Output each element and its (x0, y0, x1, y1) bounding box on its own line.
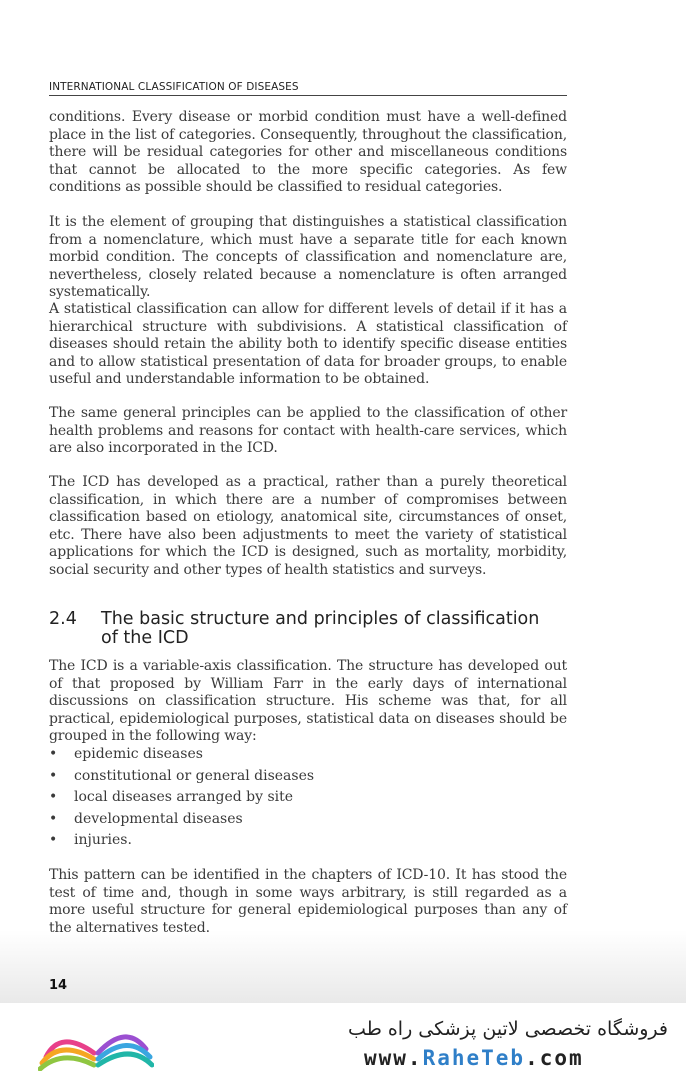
bullet-list (49, 744, 567, 852)
page-number: 14 (49, 978, 68, 993)
paragraph-5: The ICD has developed as a practical, rather than a purely theoretical classification, in which there are a number of compromises between classification based on etiology, anatomical site, circumstances of onset, etc. There have also been adjustments to meet the variety of statistical applications for which the ICD is designed, such as mortality, morbidity, social security and other types of health statistics and surveys. (49, 474, 567, 578)
section-title: The basic structure and principles of classification of the ICD (101, 609, 540, 648)
bullet-icon: • (49, 810, 58, 827)
section-number: 2.4 (49, 609, 77, 629)
bullet-icon: • (49, 767, 58, 784)
paragraph-3: A statistical classification can allow for different levels of detail if it has a hierarchical structure with subdivisions. A statistical classification of diseases should retain the ability both to identify specific disease entities and to allow statistical presentation of data for broader groups, to enable useful and understandable information to be obtained. (49, 301, 567, 388)
paragraph-1: conditions. Every disease or morbid condition must have a well-defined place in the list of categories. Consequently, throughout the classification, there will be residual categories for other and miscellaneous conditions that cannot be allocated to the more specific categories. As few conditions as possible should be classified to residual categories. (49, 109, 567, 196)
list-item-text: constitutional or general diseases (74, 767, 315, 784)
list-item (49, 830, 567, 852)
list-item-text: developmental diseases (74, 810, 243, 827)
url-suffix: .com (525, 1046, 584, 1070)
open-book-logo-icon (38, 1013, 154, 1071)
bullet-icon: • (49, 746, 58, 762)
paragraph-2: It is the element of grouping that distinguishes a statistical classification from a nomenclature, which must have a separate title for each known morbid condition. The concepts of classification and nomenclature are, nevertheless, closely related because a nomenclature is often arranged systematically. (49, 214, 567, 301)
list-item (49, 787, 567, 809)
list-item-text: epidemic diseases (74, 746, 203, 762)
list-item-text: local diseases arranged by site (74, 789, 294, 806)
section-intro: The ICD is a variable-axis classification. The structure has developed out of that proposed by William Farr in the early days of international discussions on classification structure. His scheme was that, for all practical, epidemiological purposes, statistical data on diseases should be grouped in the following way: (49, 658, 567, 745)
list-item (49, 766, 567, 788)
list-item (49, 809, 567, 831)
shop-name: فروشگاه تخصصی لاتین پزشکی راه طب (348, 1018, 668, 1040)
closing-paragraph: This pattern can be identified in the chapters of ICD-10. It has stood the test of time and, though in some ways arbitrary, is still regarded as a more useful structure for general epidemiological purposes than any of the alternatives tested. (49, 867, 567, 936)
bullet-icon: • (49, 832, 58, 849)
shop-url-link[interactable] (364, 1046, 670, 1070)
list-item-text: injuries. (74, 832, 132, 849)
url-prefix: www. (364, 1046, 423, 1070)
paragraph-4: The same general principles can be applied to the classification of other health problems and reasons for contact with health-care services, which are also incorporated in the ICD. (49, 405, 567, 457)
url-brand: RaheTeb (422, 1046, 526, 1070)
list-item (49, 744, 567, 766)
running-header: INTERNATIONAL CLASSIFICATION OF DISEASES (49, 81, 567, 96)
bullet-icon: • (49, 789, 58, 806)
